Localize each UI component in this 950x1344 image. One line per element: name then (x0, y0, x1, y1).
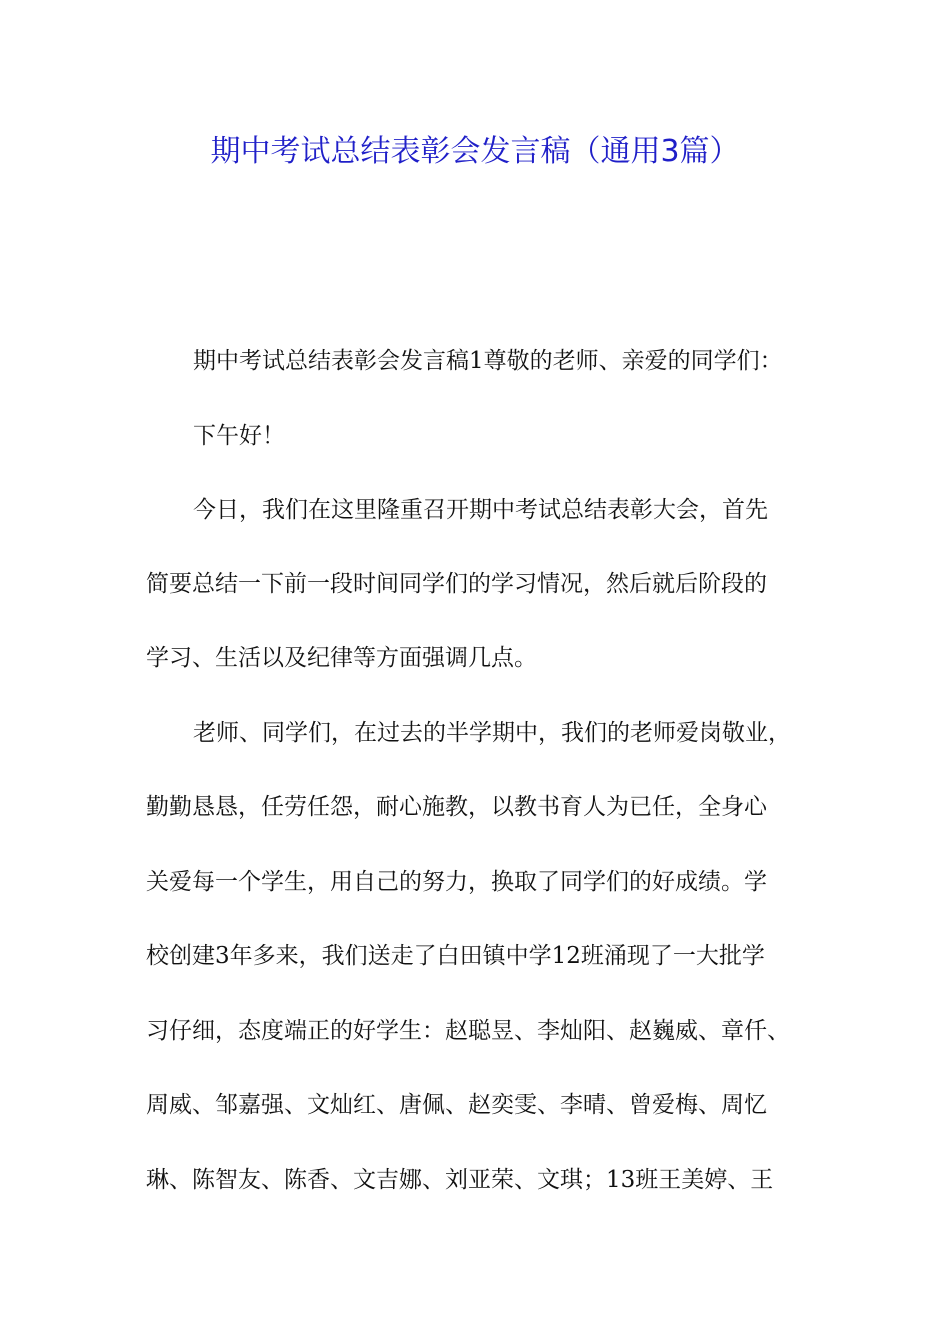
paragraph-line: 习仔细，态度端正的好学生：赵聪昱、李灿阳、赵巍威、章仟、 (146, 1018, 790, 1044)
paragraph-line: 校创建3年多来，我们送走了白田镇中学12班涌现了一大批学 (146, 943, 765, 969)
paragraph-line: 周威、邹嘉强、文灿红、唐佩、赵奕雯、李晴、曾爱梅、周忆 (146, 1092, 767, 1118)
paragraph-line: 简要总结一下前一段时间同学们的学习情况，然后就后阶段的 (146, 571, 767, 597)
paragraph-line: 下午好！ (193, 423, 285, 449)
paragraph-line: 关爱每一个学生，用自己的努力，换取了同学们的好成绩。学 (146, 869, 767, 895)
paragraph-line: 今日，我们在这里隆重召开期中考试总结表彰大会，首先 (193, 497, 768, 523)
paragraph-line: 琳、陈智友、陈香、文吉娜、刘亚荣、文琪；13班王美婷、王 (146, 1167, 774, 1193)
paragraph-line: 学习、生活以及纪律等方面强调几点。 (146, 645, 537, 671)
paragraph-line: 老师、同学们，在过去的半学期中，我们的老师爱岗敬业， (193, 720, 791, 746)
paragraph-line: 勤勤恳恳，任劳任怨，耐心施教，以教书育人为已任，全身心 (146, 794, 767, 820)
paragraph-line: 期中考试总结表彰会发言稿1尊敬的老师、亲爱的同学们： (193, 348, 783, 374)
document-title: 期中考试总结表彰会发言稿（通用3篇） (210, 134, 740, 169)
